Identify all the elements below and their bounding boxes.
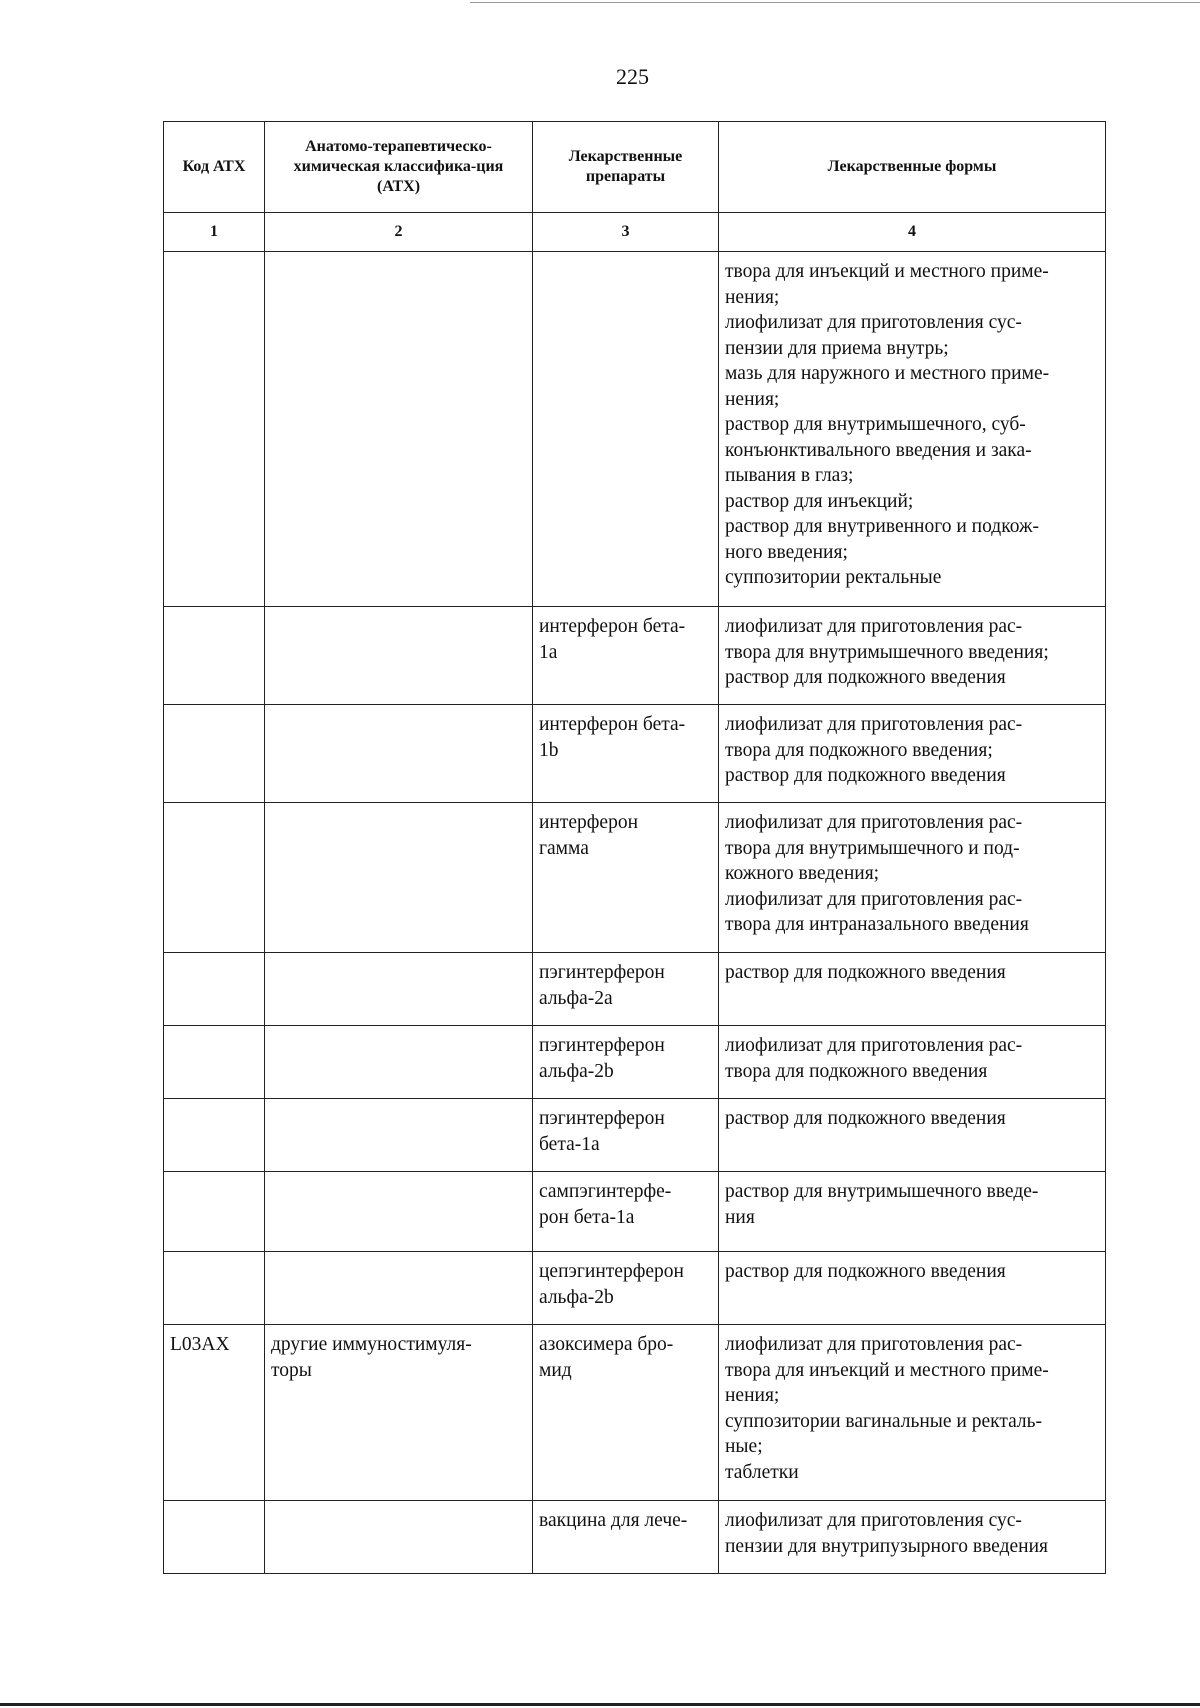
cell-line: интерферон [539, 812, 639, 833]
cell-line: твора для инъекций и местного приме- [725, 261, 1049, 282]
cell-line: альфа-2b [539, 1286, 614, 1308]
atx-code-cell [164, 1099, 265, 1172]
classification-cell [265, 252, 533, 607]
cell-line: раствор для внутривенного и подкож- [725, 516, 1039, 537]
cell-line: раствор для подкожного введения [725, 1108, 1006, 1129]
table-row [164, 803, 1106, 953]
dosage-forms-cell [719, 803, 1106, 953]
table-row [164, 1172, 1106, 1252]
cell-line: лиофилизат для приготовления рас- [725, 714, 1023, 735]
cell-line: интерферон бета- [539, 714, 686, 735]
header-classification: Анатомо-терапевтическо-химическая классифика-ция (АТХ) [265, 122, 533, 213]
table-row [164, 1026, 1106, 1099]
classification-cell [265, 1501, 533, 1574]
cell-line: раствор для подкожного введения [725, 667, 1006, 688]
cell-line: лиофилизат для приготовления рас- [725, 616, 1023, 637]
cell-line: 1a [539, 641, 558, 663]
drug-name-cell [533, 705, 719, 803]
column-number: 4 [719, 213, 1106, 252]
drug-name-cell [533, 1099, 719, 1172]
table-row [164, 953, 1106, 1026]
drug-name-cell [533, 1325, 719, 1501]
cell-line: лиофилизат для приготовления сус- [725, 312, 1022, 333]
drug-name-cell [533, 607, 719, 705]
dosage-forms-cell [719, 252, 1106, 607]
cell-line: твора для инъекций и местного приме- [725, 1359, 1049, 1381]
cell-line: суппозитории вагинальные и ректаль- [725, 1410, 1043, 1432]
table-row [164, 1252, 1106, 1325]
header-forms: Лекарственные формы [719, 122, 1106, 213]
cell-line: нения; [725, 388, 780, 410]
atx-code-cell [164, 607, 265, 705]
classification-cell [265, 1252, 533, 1325]
cell-line: конъюнктивального введения и зака- [725, 439, 1032, 461]
drug-name-cell [533, 1026, 719, 1099]
cell-line: раствор для инъекций; [725, 490, 914, 512]
cell-line: вакцина для лече- [539, 1510, 688, 1531]
cell-line: интерферон бета- [539, 616, 686, 637]
dosage-forms-cell [719, 1099, 1106, 1172]
cell-line: лиофилизат для приготовления рас- [725, 1035, 1023, 1056]
cell-line: лиофилизат для приготовления рас- [725, 888, 1023, 910]
atx-code-cell [164, 1501, 265, 1574]
classification-cell [265, 1172, 533, 1252]
cell-line: раствор для внутримышечного введе- [725, 1181, 1039, 1202]
cell-line: пывания в глаз; [725, 465, 854, 486]
cell-line: твора для внутримышечного и под- [725, 837, 1020, 859]
dosage-forms-cell [719, 1501, 1106, 1574]
dosage-forms-cell [719, 607, 1106, 705]
classification-cell [265, 607, 533, 705]
dosage-forms-cell [719, 1325, 1106, 1501]
header-code: Код АТХ [164, 122, 265, 213]
drug-name-cell [533, 1172, 719, 1252]
cell-line: другие иммуностимуля- [271, 1334, 472, 1355]
drug-name-cell [533, 953, 719, 1026]
classification-cell [265, 1325, 533, 1501]
cell-line: раствор для подкожного введения [725, 962, 1006, 983]
header-drugs: Лекарственные препараты [533, 122, 719, 213]
table-row [164, 1099, 1106, 1172]
cell-line: торы [271, 1359, 312, 1381]
cell-line: пэгинтерферон [539, 1035, 665, 1056]
cell-line: пэгинтерферон [539, 1108, 665, 1129]
cell-line: цепэгинтерферон [539, 1261, 684, 1282]
cell-line: кожного введения; [725, 863, 880, 884]
drug-name-cell [533, 803, 719, 953]
cell-line: нения; [725, 286, 780, 308]
cell-line: мазь для наружного и местного приме- [725, 363, 1050, 384]
top-rule [470, 2, 1200, 3]
drug-name-cell [533, 252, 719, 607]
cell-line: ния [725, 1206, 755, 1228]
table-row [164, 1325, 1106, 1501]
atx-code-cell [164, 803, 265, 953]
classification-cell [265, 1099, 533, 1172]
cell-line: мид [539, 1359, 572, 1381]
cell-line: бета-1a [539, 1133, 600, 1155]
table-row [164, 705, 1106, 803]
atx-code-cell: L03AX [164, 1325, 265, 1501]
cell-line: сампэгинтерфе- [539, 1181, 672, 1202]
table-row [164, 1501, 1106, 1574]
cell-line: ного введения; [725, 541, 848, 563]
dosage-forms-cell [719, 1252, 1106, 1325]
atx-table [163, 121, 1106, 1574]
cell-line: ные; [725, 1436, 763, 1457]
cell-line: альфа-2a [539, 987, 613, 1009]
header-row [164, 122, 1106, 213]
table-row [164, 252, 1106, 607]
cell-line: лиофилизат для приготовления сус- [725, 1510, 1022, 1531]
cell-line: альфа-2b [539, 1060, 614, 1082]
column-number-row [164, 213, 1106, 252]
cell-line: гамма [539, 837, 589, 859]
drug-name-cell [533, 1252, 719, 1325]
bottom-rule [0, 1703, 1200, 1706]
dosage-forms-cell [719, 953, 1106, 1026]
cell-line: азоксимера бро- [539, 1334, 674, 1355]
page-number: 225 [616, 64, 649, 89]
cell-line: пэгинтерферон [539, 962, 665, 983]
atx-code-cell [164, 252, 265, 607]
cell-line: нения; [725, 1385, 780, 1406]
table-row [164, 607, 1106, 705]
dosage-forms-cell [719, 1172, 1106, 1252]
cell-line: пензии для внутрипузырного введения [725, 1535, 1048, 1557]
atx-code-cell [164, 1172, 265, 1252]
cell-line: 1b [539, 739, 559, 761]
atx-code-cell [164, 1252, 265, 1325]
dosage-forms-cell [719, 1026, 1106, 1099]
column-number: 3 [533, 213, 719, 252]
cell-line: раствор для подкожного введения [725, 765, 1006, 786]
classification-cell [265, 1026, 533, 1099]
cell-line: лиофилизат для приготовления рас- [725, 812, 1023, 833]
cell-line: твора для интраназального введения [725, 914, 1029, 935]
cell-line: пензии для приема внутрь; [725, 337, 949, 359]
cell-line: твора для подкожного введения; [725, 739, 993, 761]
cell-line: твора для внутримышечного введения; [725, 641, 1049, 663]
column-number: 1 [164, 213, 265, 252]
cell-line: рон бета-1a [539, 1206, 635, 1228]
dosage-forms-cell [719, 705, 1106, 803]
cell-line: раствор для подкожного введения [725, 1261, 1006, 1282]
atx-code-cell [164, 953, 265, 1026]
cell-line: лиофилизат для приготовления рас- [725, 1334, 1023, 1355]
classification-cell [265, 953, 533, 1026]
classification-cell [265, 705, 533, 803]
classification-cell [265, 803, 533, 953]
cell-line: суппозитории ректальные [725, 567, 942, 588]
atx-code-cell [164, 705, 265, 803]
cell-line: твора для подкожного введения [725, 1060, 988, 1082]
atx-code-cell [164, 1026, 265, 1099]
cell-line: раствор для внутримышечного, суб- [725, 414, 1026, 435]
column-number: 2 [265, 213, 533, 252]
drug-name-cell [533, 1501, 719, 1574]
cell-line: таблетки [725, 1461, 799, 1483]
